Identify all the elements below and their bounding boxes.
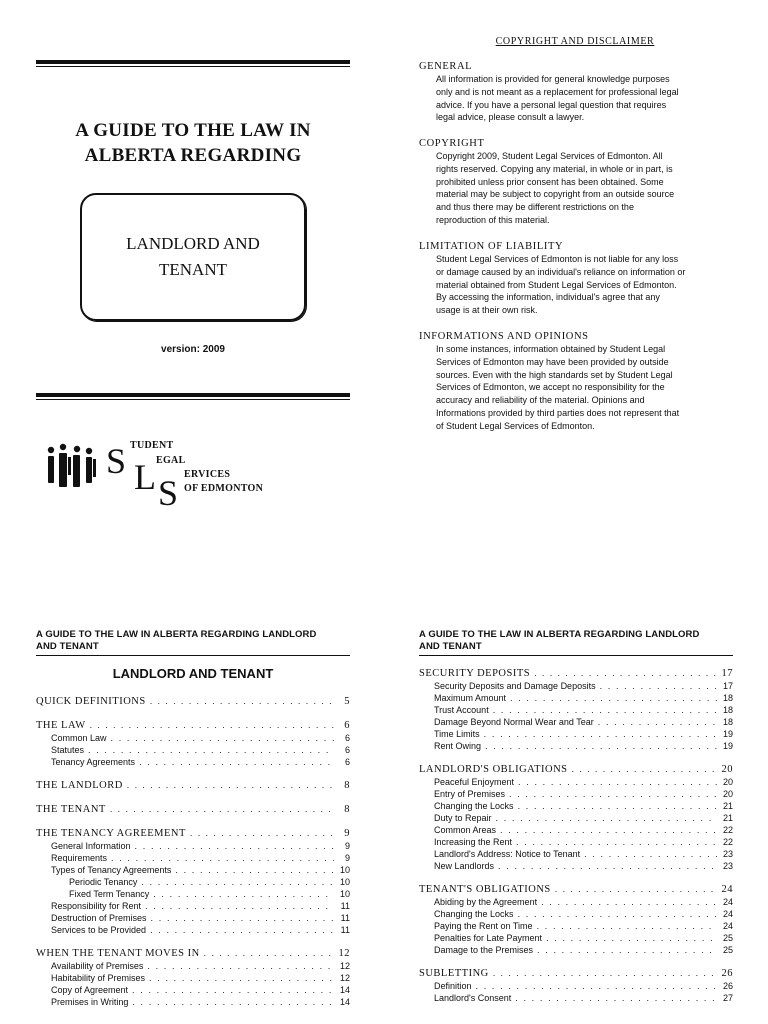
toc-section-entry[interactable] xyxy=(36,947,350,960)
toc-entry-page: 10 xyxy=(339,877,350,887)
toc-entry-label: SUBLETTING xyxy=(419,968,489,979)
toc-entry-label: Statutes xyxy=(51,745,85,755)
toc-dot-leader xyxy=(484,728,717,740)
section-general xyxy=(419,60,737,124)
toc-entry-label: Availability of Premises xyxy=(51,961,144,971)
toc-subsection-entry[interactable] xyxy=(419,728,733,740)
toc-section-entry[interactable] xyxy=(36,719,350,732)
toc-entry-page: 17 xyxy=(721,668,733,679)
cover-title-line-1: A GUIDE TO THE LAW IN xyxy=(75,120,311,141)
text-line: prohibited unless prior consent has been obtained. Some xyxy=(436,176,664,187)
toc-entry-label: Periodic Tenancy xyxy=(69,877,138,887)
toc-entry-label: Entry of Premises xyxy=(434,789,506,799)
text-line: and thus there may be different restrictions on the xyxy=(436,202,634,213)
toc-dot-leader xyxy=(496,812,717,824)
toc-entry-label: Increasing the Rent xyxy=(434,837,513,847)
toc-entry-label: Landlord's Address: Notice to Tenant xyxy=(434,849,581,859)
toc-entry-label: QUICK DEFINITIONS xyxy=(36,696,146,707)
section-body xyxy=(436,253,737,317)
toc-dot-leader xyxy=(500,824,717,836)
toc-entry-page: 19 xyxy=(722,729,733,739)
toc-entry-label: THE LANDLORD xyxy=(36,780,123,791)
toc-dot-leader xyxy=(88,744,334,756)
toc-entry-page: 18 xyxy=(722,705,733,715)
toc-entry-page: 8 xyxy=(344,804,350,815)
toc-subsection-entry[interactable] xyxy=(419,800,733,812)
text-line: Student Legal Services of Edmonton is not liable for any loss xyxy=(436,254,679,264)
running-header-rule xyxy=(36,655,350,656)
toc-dot-leader xyxy=(518,776,717,788)
toc-entry-page: 12 xyxy=(338,948,350,959)
text-line: accuracy and reliability of the material. Opinions and xyxy=(436,395,645,406)
cover-bottom-rule xyxy=(36,393,350,400)
toc-spacer xyxy=(36,816,350,827)
toc-entry-page: 9 xyxy=(344,828,350,839)
toc-subsection-entry[interactable] xyxy=(36,732,350,744)
running-header-line-2: AND TENANT xyxy=(419,641,482,652)
text-line: All information is provided for general knowledge purposes xyxy=(436,74,670,84)
toc-dot-leader xyxy=(204,947,334,960)
toc-dot-leader xyxy=(537,944,717,956)
toc-subsection-entry[interactable] xyxy=(419,836,733,848)
toc-subsection-entry[interactable] xyxy=(419,896,733,908)
text-line: sources. Even with the high standards set by Student Legal xyxy=(436,369,673,380)
toc-subsection-entry[interactable] xyxy=(419,788,733,800)
toc-subsection-entry[interactable] xyxy=(419,932,733,944)
cover-subject-line-1: LANDLORD AND xyxy=(126,234,260,253)
toc-entry-page: 6 xyxy=(344,720,350,731)
toc-dot-leader xyxy=(127,779,334,792)
toc-dot-leader xyxy=(135,840,334,852)
toc-subsection-entry[interactable] xyxy=(419,980,733,992)
toc-dot-leader xyxy=(175,864,334,876)
toc-entry-label: Rent Owing xyxy=(434,741,482,751)
running-header-rule xyxy=(419,655,733,656)
toc-entry-label: Fixed Term Tenancy xyxy=(69,889,150,899)
toc-dot-leader xyxy=(498,860,717,872)
section-body xyxy=(436,73,737,124)
toc-entry-page: 24 xyxy=(722,921,733,931)
toc-dot-leader xyxy=(541,896,717,908)
toc-subsection-entry[interactable] xyxy=(419,812,733,824)
toc-entry-page: 26 xyxy=(721,968,733,979)
toc-dot-leader xyxy=(518,800,717,812)
toc-dot-leader xyxy=(150,695,334,708)
toc-entry-label: Tenancy Agreements xyxy=(51,757,136,767)
toc-subsection-entry[interactable] xyxy=(36,972,350,984)
toc-entry-page: 18 xyxy=(722,717,733,727)
toc-entry-label: Responsibility for Rent xyxy=(51,901,142,911)
toc-entry-page: 24 xyxy=(722,909,733,919)
section-heading: GENERAL xyxy=(419,61,473,72)
toc-entry-label: Common Law xyxy=(51,733,107,743)
toc-section-entry[interactable] xyxy=(36,803,350,816)
toc-entry-label: Peaceful Enjoyment xyxy=(434,777,515,787)
toc-entry-label: Penalties for Late Payment xyxy=(434,933,543,943)
toc-section-entry[interactable] xyxy=(36,827,350,840)
cover-title-line-2: ALBERTA REGARDING xyxy=(84,145,302,166)
toc-dot-leader xyxy=(151,912,334,924)
toc-subsection-entry[interactable] xyxy=(419,680,733,692)
toc-dot-leader xyxy=(111,852,334,864)
toc-dot-leader xyxy=(190,827,334,840)
toc-entry-label: Paying the Rent on Time xyxy=(434,921,533,931)
toc-subsection-entry[interactable] xyxy=(419,704,733,716)
toc-dot-leader xyxy=(141,876,334,888)
section-heading: LIMITATION OF LIABILITY xyxy=(419,241,564,252)
toc-entry-page: 21 xyxy=(722,801,733,811)
toc-entry-label: Requirements xyxy=(51,853,108,863)
text-line: or damage caused by an individual's reliance on information or xyxy=(436,266,686,277)
toc-entry-page: 20 xyxy=(722,777,733,787)
cover-top-rule xyxy=(36,60,350,67)
toc-subsection-entry[interactable] xyxy=(419,944,733,956)
toc-entry-label: Landlord's Consent xyxy=(434,993,512,1003)
toc-entry-page: 14 xyxy=(339,985,350,995)
toc-dot-leader xyxy=(150,924,334,936)
logo-letter-s2: S xyxy=(158,473,179,513)
section-heading: COPYRIGHT xyxy=(419,138,485,149)
toc-subsection-entry[interactable] xyxy=(36,996,350,1008)
toc-dot-leader xyxy=(600,680,717,692)
toc-entry-page: 23 xyxy=(722,861,733,871)
toc-title: LANDLORD AND TENANT xyxy=(112,666,274,681)
toc-entry-label: Definition xyxy=(434,981,472,991)
toc-dot-leader xyxy=(111,732,334,744)
toc-subsection-entry[interactable] xyxy=(419,992,733,1004)
toc-dot-leader xyxy=(132,984,334,996)
toc-entry-page: 18 xyxy=(722,693,733,703)
toc-entry-label: Services to be Provided xyxy=(51,925,147,935)
toc-subsection-entry[interactable] xyxy=(419,776,733,788)
toc-subsection-entry[interactable] xyxy=(36,984,350,996)
section-informations-and-opinions xyxy=(419,330,737,433)
toc-subsection-entry[interactable] xyxy=(36,960,350,972)
section-body xyxy=(436,343,737,433)
toc-subsection-entry[interactable] xyxy=(36,900,350,912)
toc-subsection-entry[interactable] xyxy=(419,716,733,728)
toc-entry-page: 23 xyxy=(722,849,733,859)
toc-section-entry[interactable] xyxy=(419,967,733,980)
toc-entry-label: THE LAW xyxy=(36,720,86,731)
toc-entry-label: Duty to Repair xyxy=(434,813,492,823)
toc-entry-page: 26 xyxy=(722,981,733,991)
toc-dot-leader xyxy=(485,740,717,752)
logo-word-edmonton: OF EDMONTON xyxy=(184,483,264,494)
toc-entry-page: 19 xyxy=(722,741,733,751)
text-line: advice. If you have a personal legal question that requires xyxy=(436,99,667,110)
toc-dot-leader xyxy=(584,848,717,860)
toc-entry-page: 24 xyxy=(721,884,733,895)
toc-entry-label: Common Areas xyxy=(434,825,497,835)
toc-dot-leader xyxy=(534,667,717,680)
toc-entry-page: 5 xyxy=(344,696,350,707)
toc-entry-label: SECURITY DEPOSITS xyxy=(419,668,531,679)
toc-entry-label: Copy of Agreement xyxy=(51,985,129,995)
text-line: By accessing the information, individual's agree that any xyxy=(436,292,660,303)
toc-entry-page: 8 xyxy=(344,780,350,791)
toc-entry-label: Habitability of Premises xyxy=(51,973,146,983)
toc-entry-label: Time Limits xyxy=(434,729,480,739)
toc-entry-label: Maximum Amount xyxy=(434,693,507,703)
toc-entry-label: WHEN THE TENANT MOVES IN xyxy=(36,948,200,959)
toc-dot-leader xyxy=(90,719,334,732)
people-icon xyxy=(46,443,98,489)
toc-subsection-entry[interactable] xyxy=(36,876,350,888)
toc-entry-page: 25 xyxy=(722,933,733,943)
logo-word-ervices: ERVICES xyxy=(184,469,231,480)
toc-spacer xyxy=(36,768,350,779)
running-header-line-1: A GUIDE TO THE LAW IN ALBERTA REGARDING LANDLORD xyxy=(419,629,700,640)
cover-title xyxy=(36,118,350,168)
toc-spacer xyxy=(419,872,733,883)
cover-subject-box xyxy=(80,193,306,321)
toc-entry-label: New Landlords xyxy=(434,861,495,871)
toc-entry-page: 22 xyxy=(722,837,733,847)
text-line: of Student Legal Services of Edmonton. xyxy=(436,420,595,431)
toc-entry-label: General Information xyxy=(51,841,131,851)
toc-entry-label: Damage to the Premises xyxy=(434,945,534,955)
toc-entry-label: THE TENANCY AGREEMENT xyxy=(36,828,186,839)
text-line: Services of Edmonton may have been provided by outside xyxy=(436,356,669,367)
toc-entry-page: 6 xyxy=(344,757,350,767)
toc-entry-label: Premises in Writing xyxy=(51,997,129,1007)
toc-entry-label: Types of Tenancy Agreements xyxy=(51,865,172,875)
toc-entry-label: Abiding by the Agreement xyxy=(434,897,538,907)
toc-dot-leader xyxy=(147,960,334,972)
toc-subsection-entry[interactable] xyxy=(36,840,350,852)
toc-spacer xyxy=(36,936,350,947)
running-header xyxy=(36,629,350,653)
toc-subsection-entry[interactable] xyxy=(419,920,733,932)
text-line: Copyright 2009, Student Legal Services of Edmonton. All xyxy=(436,151,663,161)
text-line: material obtained from Student Legal Services of Edmonton. xyxy=(436,279,677,290)
section-copyright xyxy=(419,137,737,227)
copyright-title: COPYRIGHT AND DISCLAIMER xyxy=(495,36,655,47)
toc-subsection-entry[interactable] xyxy=(419,848,733,860)
toc-subsection-entry[interactable] xyxy=(419,824,733,836)
toc-spacer xyxy=(419,956,733,967)
toc-entry-page: 22 xyxy=(722,825,733,835)
logo-word-egal: EGAL xyxy=(156,455,186,466)
toc-entry-label: THE TENANT xyxy=(36,804,106,815)
toc-entry-page: 20 xyxy=(722,789,733,799)
toc-dot-leader xyxy=(518,908,717,920)
toc-subsection-entry[interactable] xyxy=(419,692,733,704)
toc-section-entry[interactable] xyxy=(419,763,733,776)
toc-entry-label: TENANT'S OBLIGATIONS xyxy=(419,884,551,895)
toc-entry-page: 10 xyxy=(339,865,350,875)
toc-dot-leader xyxy=(510,692,717,704)
toc-section-entry[interactable] xyxy=(419,667,733,680)
toc-entry-page: 12 xyxy=(339,973,350,983)
toc-subsection-entry[interactable] xyxy=(36,864,350,876)
toc-dot-leader xyxy=(537,920,717,932)
sls-logo xyxy=(46,437,306,512)
running-header-line-2: AND TENANT xyxy=(36,641,99,652)
toc-entry-page: 25 xyxy=(722,945,733,955)
toc-dot-leader xyxy=(598,716,717,728)
toc-entry-page: 9 xyxy=(344,853,350,863)
toc-dot-leader xyxy=(493,704,717,716)
toc-subsection-entry[interactable] xyxy=(36,912,350,924)
toc-dot-leader xyxy=(476,980,717,992)
toc-subsection-entry[interactable] xyxy=(36,852,350,864)
toc-dot-leader xyxy=(516,836,717,848)
text-line: Informations provided by third parties does not represent that xyxy=(436,407,680,418)
toc-entry-page: 9 xyxy=(344,841,350,851)
toc-entry-page: 10 xyxy=(339,889,350,899)
toc-entry-label: Changing the Locks xyxy=(434,801,514,811)
toc-subsection-entry[interactable] xyxy=(36,924,350,936)
section-limitation-of-liability xyxy=(419,240,737,317)
toc-entry-label: Destruction of Premises xyxy=(51,913,147,923)
toc-dot-leader xyxy=(149,972,334,984)
toc-subsection-entry[interactable] xyxy=(36,744,350,756)
text-line: only and is not meant as a replacement for professional legal xyxy=(436,86,679,97)
toc-entry-page: 6 xyxy=(344,733,350,743)
text-line: Services of Edmonton, we accept no responsibility for the xyxy=(436,382,665,393)
toc-dot-leader xyxy=(493,967,717,980)
toc-entry-page: 20 xyxy=(721,764,733,775)
text-line: reproduction of this material. xyxy=(436,214,550,225)
toc-spacer xyxy=(419,752,733,763)
toc-subsection-entry[interactable] xyxy=(419,908,733,920)
toc-entry-page: 27 xyxy=(722,993,733,1003)
toc-entry-page: 17 xyxy=(722,681,733,691)
toc-entry-label: LANDLORD'S OBLIGATIONS xyxy=(419,764,568,775)
toc-entry-page: 11 xyxy=(340,901,350,911)
toc-dot-leader xyxy=(110,803,334,816)
toc-section-entry[interactable] xyxy=(36,779,350,792)
running-header xyxy=(419,629,733,653)
toc-dot-leader xyxy=(139,756,334,768)
toc-entry-page: 11 xyxy=(340,913,350,923)
toc-dot-leader xyxy=(555,883,717,896)
cover-version: version: 2009 xyxy=(161,344,225,355)
toc-list xyxy=(36,695,350,1008)
toc-entry-label: Security Deposits and Damage Deposits xyxy=(434,681,596,691)
toc-spacer xyxy=(36,708,350,719)
running-header-line-1: A GUIDE TO THE LAW IN ALBERTA REGARDING LANDLORD xyxy=(36,629,317,640)
toc-entry-page: 14 xyxy=(339,997,350,1007)
text-line: material may be subject to copyright from an outside source xyxy=(436,189,675,200)
toc-spacer xyxy=(36,792,350,803)
toc-entry-page: 6 xyxy=(344,745,350,755)
section-heading: INFORMATIONS AND OPINIONS xyxy=(419,331,589,342)
toc-dot-leader xyxy=(572,763,717,776)
toc-subsection-entry[interactable] xyxy=(36,888,350,900)
toc-list xyxy=(419,667,733,1004)
toc-entry-label: Trust Account xyxy=(434,705,489,715)
toc-subsection-entry[interactable] xyxy=(419,740,733,752)
cover-subject-line-2: TENANT xyxy=(159,260,227,279)
toc-dot-leader xyxy=(145,900,334,912)
text-line: In some instances, information obtained by Student Legal xyxy=(436,344,666,354)
toc-subsection-entry[interactable] xyxy=(36,756,350,768)
logo-letter-l: L xyxy=(134,457,156,497)
toc-subsection-entry[interactable] xyxy=(419,860,733,872)
toc-entry-page: 12 xyxy=(339,961,350,971)
text-line: usage is at their own risk. xyxy=(436,305,538,316)
toc-section-entry[interactable] xyxy=(419,883,733,896)
text-line: legal advice, please consult a lawyer. xyxy=(436,112,585,123)
toc-entry-page: 11 xyxy=(340,925,350,935)
toc-entry-label: Changing the Locks xyxy=(434,909,514,919)
section-body xyxy=(436,150,737,227)
toc-entry-page: 21 xyxy=(722,813,733,823)
logo-letter-s1: S xyxy=(106,441,127,481)
toc-dot-leader xyxy=(509,788,717,800)
toc-entry-page: 24 xyxy=(722,897,733,907)
toc-dot-leader xyxy=(153,888,334,900)
toc-dot-leader xyxy=(546,932,717,944)
logo-word-tudent: TUDENT xyxy=(130,440,174,451)
text-line: rights reserved. Copying any material, in whole or in part, is xyxy=(436,163,673,174)
toc-entry-label: Damage Beyond Normal Wear and Tear xyxy=(434,717,594,727)
toc-dot-leader xyxy=(132,996,334,1008)
toc-section-entry[interactable] xyxy=(36,695,350,708)
toc-dot-leader xyxy=(515,992,717,1004)
